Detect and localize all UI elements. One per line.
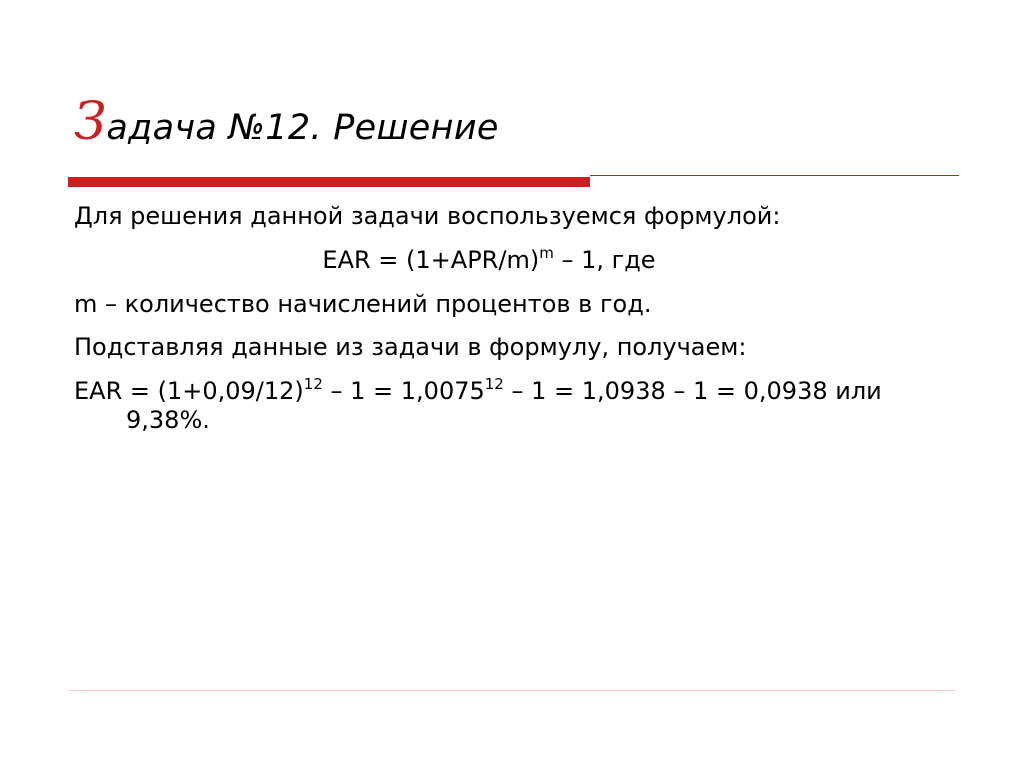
calculation-part-2: – 1 = 1,0075 xyxy=(322,377,485,406)
slide-body xyxy=(74,202,904,450)
title-accent-bar xyxy=(68,177,590,187)
title-initial-letter: З xyxy=(74,92,107,152)
calculation-part-1: EAR = (1+0,09/12) xyxy=(74,377,304,406)
formula-line xyxy=(74,243,904,275)
footer-divider xyxy=(68,690,956,691)
calculation-exponent-1: 12 xyxy=(303,375,323,394)
calculation-text xyxy=(74,377,904,435)
calculation-part-3: – 1 = 1,0938 – 1 = 0,0938 или 9,38%. xyxy=(126,377,882,434)
definition-text: m – количество начислений процентов в год. xyxy=(74,289,652,318)
intro-text: Для решения данной задачи воспользуемся формулой: xyxy=(74,202,781,230)
formula-exponent: m xyxy=(539,243,554,262)
title-accent-line xyxy=(590,175,959,176)
calculation-exponent-2: 12 xyxy=(484,375,504,394)
formula-base: EAR = (1+APR/m) xyxy=(322,245,540,274)
title-text: адача №12. Решение xyxy=(106,108,499,148)
formula-tail: – 1, где xyxy=(553,245,656,274)
slide-title xyxy=(74,92,499,152)
substitution-text: Подставляя данные из задачи в формулу, получаем: xyxy=(74,333,747,362)
